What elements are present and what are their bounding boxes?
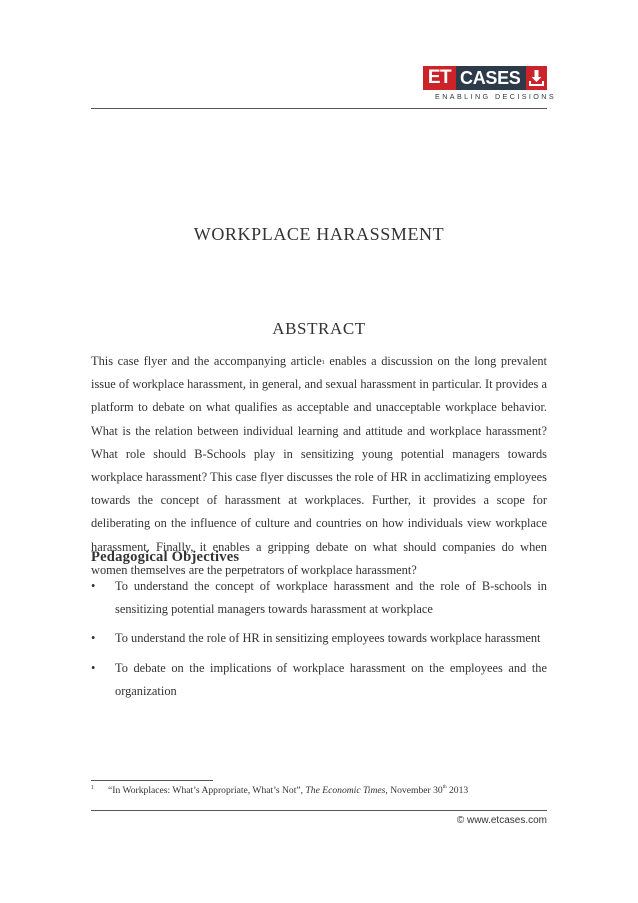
objective-text: To understand the role of HR in sensitizing employees towards workplace harassment [115, 631, 541, 646]
copyright-link[interactable]: © www.etcases.com [456, 815, 547, 826]
footnote-year: 2013 [446, 785, 469, 796]
logo-cases-text: CASES [456, 66, 526, 90]
logo-et-text: ET [423, 66, 456, 90]
logo-tagline: ENABLING DECISIONS [435, 92, 557, 101]
footnote-rule [91, 780, 213, 781]
abstract-text-rest: enables a discussion on the long prevalent issue of workplace harassment, in general, and sexual harassment in particular. It provides a platform to debate on what qualifies as acceptable and unacceptable workplace behavior. What is the relation between individual learning and attitude and workplace harassment? What role should B-Schools play in sensitizing young potential managers towards workplace harassment? This case flyer discusses the role of HR in acclimatizing employees towards the concept of harassment at workplaces. Further, it provides a scope for deliberating on the influence of culture and countries on how individuals view workplace harassment. Finally, it enables a gripping debate on what should companies do when women themselves are the perpetrators of workplace harassment? [91, 354, 547, 577]
bullet: • [91, 631, 96, 646]
footer-rule [91, 810, 547, 811]
objective-text: To understand the concept of workplace harassment and the role of B-schools in sensitizing potential managers towards harassment at workplace [115, 579, 547, 617]
objective-text: To debate on the implications of workplace harassment on the employees and the organization [115, 660, 547, 698]
objectives-list [91, 575, 547, 709]
abstract-heading: ABSTRACT [272, 319, 366, 338]
footnote [91, 785, 468, 796]
footnote-date: , November 30 [385, 785, 443, 796]
abstract-text-start: This case flyer and the accompanying article [91, 354, 322, 368]
list-item [91, 575, 547, 621]
abstract-text [91, 350, 547, 582]
footnote-reference[interactable]: 1 [321, 360, 325, 366]
bullet: • [91, 660, 96, 675]
document-title: WORKPLACE HARASSMENT [193, 224, 445, 244]
header-rule [91, 108, 547, 109]
bullet: • [91, 579, 96, 593]
objectives-heading: Pedagogical Objectives [91, 549, 240, 565]
download-arrow-icon [526, 66, 547, 90]
footnote-source: The Economic Times [305, 785, 386, 796]
footnote-quote: “In Workplaces: What’s Appropriate, What’s Not”, [108, 785, 306, 796]
footnote-date-suffix: th [442, 785, 447, 790]
list-item [91, 627, 547, 650]
list-item [91, 657, 547, 703]
etcases-logo [423, 66, 557, 102]
footnote-number: 1 [91, 785, 94, 791]
